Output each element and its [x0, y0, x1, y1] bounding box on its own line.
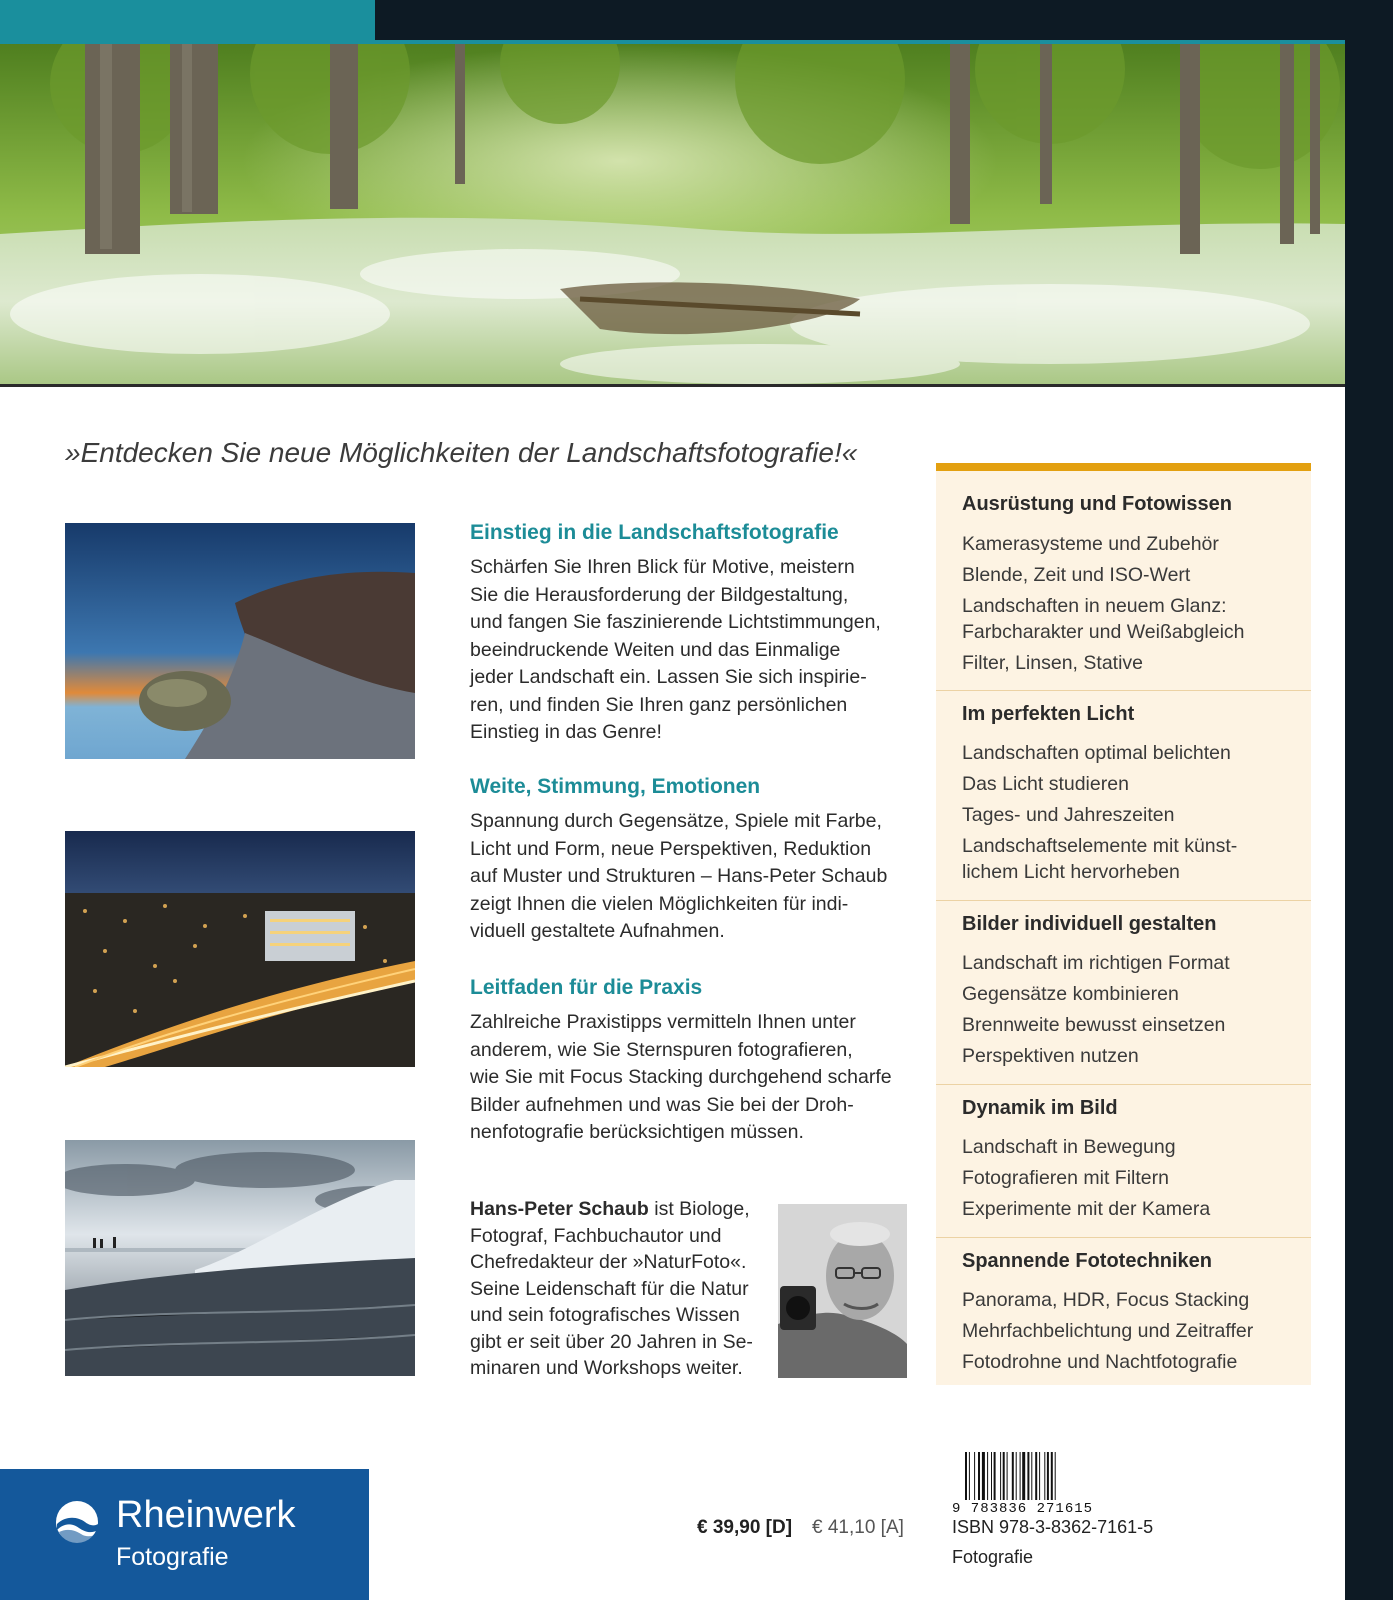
author-portrait — [778, 1204, 907, 1378]
text-line: Schärfen Sie Ihren Blick für Motive, meistern — [470, 556, 855, 578]
intro-quote: »Entdecken Sie neue Möglichkeiten der Landschaftsfotografie!« — [65, 437, 858, 468]
topic-divider — [936, 690, 1311, 691]
barcode-bar — [1047, 1452, 1049, 1500]
topic-divider — [936, 900, 1311, 901]
text-line: minaren und Workshops weiter. — [470, 1357, 743, 1379]
topic-item: Brennweite bewusst einsetzen — [962, 1014, 1226, 1036]
text-line: und sein fotografisches Wissen — [470, 1304, 740, 1326]
topic-title: Bilder individuell gestalten — [962, 913, 1217, 935]
topic-item: Landschaftselemente mit künst- — [962, 835, 1238, 857]
topic-item: Blende, Zeit und ISO-Wert — [962, 564, 1191, 586]
text-line: viduell gestaltete Aufnahmen. — [470, 920, 725, 942]
text-line: auf Muster und Strukturen – Hans-Peter Schaub — [470, 865, 888, 887]
text-line: Hans-Peter Schaub ist Biologe, — [470, 1198, 750, 1220]
wave-photo — [65, 1140, 415, 1376]
barcode-bar — [965, 1452, 967, 1500]
topic-item: Fotografieren mit Filtern — [962, 1167, 1169, 1189]
barcode-bar — [1044, 1452, 1045, 1500]
barcode-bar — [1007, 1452, 1008, 1500]
text-line: Sie die Herausforderung der Bildgestaltung, — [470, 583, 849, 606]
barcode-bar — [1000, 1452, 1001, 1500]
text-line: Chefredakteur der »NaturFoto«. — [470, 1251, 747, 1273]
topic-item: Panorama, HDR, Focus Stacking — [962, 1289, 1250, 1311]
category-label: Fotografie — [952, 1547, 1034, 1567]
barcode-bar — [1031, 1452, 1032, 1500]
barcode-icon — [965, 1452, 1085, 1500]
text-line: nenfotografie berücksichtigen müssen. — [470, 1121, 804, 1143]
barcode-bar — [1051, 1452, 1053, 1500]
topic-title: Ausrüstung und Fotowissen — [962, 493, 1232, 515]
publisher-imprint: Fotografie — [116, 1543, 229, 1571]
topic-divider — [936, 1084, 1311, 1085]
text-line: jeder Landschaft ein. Lassen Sie sich inspirie- — [470, 666, 867, 688]
text-line: Fotograf, Fachbuchautor und — [470, 1224, 722, 1247]
topic-title: Dynamik im Bild — [962, 1097, 1118, 1119]
topic-item: Mehrfachbelichtung und Zeitraffer — [962, 1320, 1254, 1342]
topic-item: Landschaft im richtigen Format — [962, 952, 1230, 974]
text-line: Licht und Form, neue Perspektiven, Reduktion — [470, 837, 872, 860]
barcode-bar — [1055, 1452, 1056, 1500]
topic-item: Kamerasysteme und Zubehör — [962, 533, 1219, 555]
topic-item: Landschaft in Bewegung — [962, 1136, 1176, 1158]
topic-divider — [936, 1237, 1311, 1238]
barcode-bar — [987, 1452, 988, 1500]
text-line: Spannung durch Gegensätze, Spiele mit Farbe, — [470, 810, 882, 832]
right-dark-edge — [1345, 0, 1393, 1600]
barcode-bar — [969, 1452, 970, 1500]
text-line: ren, und finden Sie Ihren ganz persönlichen — [470, 693, 848, 716]
text-line: wie Sie mit Focus Stacking durchgehend scharfe — [470, 1066, 892, 1088]
topic-title: Spannende Fototechniken — [962, 1250, 1213, 1272]
text-line: anderem, wie Sie Sternspuren fotografieren, — [470, 1038, 853, 1061]
topic-item: Landschaften in neuem Glanz: — [962, 595, 1227, 617]
topic-item: Tages- und Jahreszeiten — [962, 804, 1175, 826]
coast-photo — [65, 523, 415, 759]
section-body-leitfaden — [470, 1009, 920, 1147]
city-night-photo — [65, 831, 415, 1067]
text-line: zeigt Ihnen die vielen Möglichkeiten für indi- — [470, 892, 849, 915]
author-name: Hans-Peter Schaub — [470, 1198, 649, 1220]
barcode-bar — [1016, 1452, 1017, 1500]
topic-item: Landschaften optimal belichten — [962, 742, 1231, 764]
barcode-digits: 9 783836 271615 — [952, 1501, 1094, 1517]
section-heading-einstieg: Einstieg in die Landschaftsfotografie — [470, 521, 839, 544]
topic-item: Perspektiven nutzen — [962, 1045, 1139, 1067]
text-line: Bilder aufnehmen und was Sie bei der Droh- — [470, 1093, 854, 1116]
publisher-name: Rheinwerk — [116, 1494, 296, 1536]
section-heading-leitfaden: Leitfaden für die Praxis — [470, 976, 703, 999]
barcode-bar — [994, 1452, 996, 1500]
topics-box — [936, 463, 1311, 1385]
topic-item: Filter, Linsen, Stative — [962, 652, 1144, 674]
price-austria: € 41,10 [A] — [812, 1517, 904, 1538]
topic-item: Farbcharakter und Weißabgleich — [962, 621, 1245, 643]
text-line: beeindruckende Weiten und das Einmalige — [470, 638, 841, 661]
isbn: ISBN 978-3-8362-7161-5 — [952, 1517, 1154, 1537]
barcode-bar — [978, 1452, 980, 1500]
text-line: Einstieg in das Genre! — [470, 721, 662, 743]
section-body-weite — [470, 808, 920, 946]
barcode-bar — [991, 1452, 992, 1500]
barcode-bar — [982, 1452, 985, 1500]
rheinwerk-logo-icon — [55, 1500, 99, 1544]
topic-item: Experimente mit der Kamera — [962, 1198, 1211, 1220]
author-bio — [470, 1196, 770, 1382]
text-line: Seine Leidenschaft für die Natur — [470, 1277, 749, 1300]
barcode-bar — [1022, 1452, 1025, 1500]
topic-item: Gegensätze kombinieren — [962, 983, 1179, 1005]
price-germany: € 39,90 [D] — [697, 1517, 793, 1538]
topic-title: Im perfekten Licht — [962, 703, 1135, 725]
section-body-einstieg — [470, 554, 920, 747]
topic-item: Fotodrohne und Nachtfotografie — [962, 1351, 1238, 1373]
barcode-bar — [1012, 1452, 1014, 1500]
barcode-bar — [1027, 1452, 1029, 1500]
barcode-bar — [1003, 1452, 1005, 1500]
hero-bottom-rule — [0, 384, 1345, 387]
section-heading-weite: Weite, Stimmung, Emotionen — [470, 775, 761, 798]
barcode-bar — [974, 1452, 975, 1500]
topic-item: lichem Licht hervorheben — [962, 861, 1180, 883]
top-teal-bar — [0, 0, 375, 40]
barcode-bar — [1035, 1452, 1037, 1500]
text-line: und fangen Sie faszinierende Lichtstimmungen, — [470, 611, 881, 633]
text-line: Zahlreiche Praxistipps vermitteln Ihnen unter — [470, 1011, 856, 1033]
barcode-bar — [1039, 1452, 1040, 1500]
hero-forest-photo — [0, 44, 1345, 386]
barcode-bar — [1020, 1452, 1021, 1500]
text-line: gibt er seit über 20 Jahren in Se- — [470, 1330, 753, 1353]
topic-item: Das Licht studieren — [962, 773, 1129, 795]
